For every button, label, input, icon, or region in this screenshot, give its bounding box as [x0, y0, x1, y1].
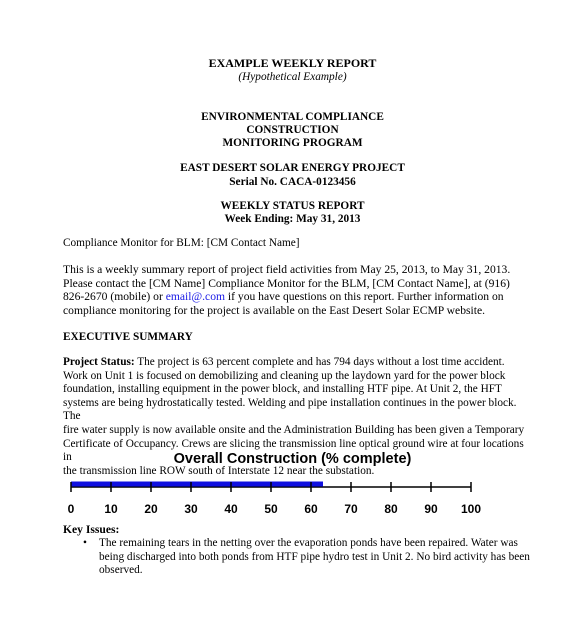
compliance-monitor-line: Compliance Monitor for BLM: [CM Contact Name] — [63, 237, 300, 249]
key-issues-list — [63, 537, 533, 578]
intro-line: compliance monitoring for the project is available on the East Desert Solar ECMP website. — [63, 304, 485, 318]
issue-line: The remaining tears in the netting over the evaporation ponds have been repaired. Water was — [99, 537, 518, 549]
x-tick-label: 30 — [184, 502, 198, 516]
list-item — [63, 537, 533, 578]
construction-progress-chart — [0, 470, 585, 520]
x-tick-label: 0 — [67, 502, 75, 516]
project-status-label: Project Status: — [63, 356, 135, 368]
intro-text: if you have questions on this report. Further information on — [225, 290, 504, 304]
intro-paragraph — [63, 263, 533, 318]
status-line: the transmission line ROW south of Interstate 12 near the substation. — [63, 464, 375, 477]
intro-line — [63, 290, 533, 304]
x-tick-label: 40 — [224, 502, 238, 516]
key-issues-heading: Key Issues: — [63, 523, 120, 536]
x-tick-label: 90 — [424, 502, 438, 516]
x-tick-label: 70 — [344, 502, 358, 516]
issue-text — [99, 537, 530, 578]
status-line: Work on Unit 1 is focused on demobilizing and cleaning up the laydown yard for the power block — [63, 369, 506, 382]
status-report-title: WEEKLY STATUS REPORT — [220, 200, 365, 212]
program-line-3: MONITORING PROGRAM — [222, 137, 363, 149]
program-line-2: CONSTRUCTION — [246, 124, 339, 136]
x-tick-label: 10 — [104, 502, 118, 516]
project-name: EAST DESERT SOLAR ENERGY PROJECT — [180, 162, 405, 174]
executive-summary-heading: EXECUTIVE SUMMARY — [63, 331, 193, 343]
report-subtitle: (Hypothetical Example) — [238, 71, 347, 83]
bullet-icon: • — [83, 537, 87, 549]
report-title: EXAMPLE WEEKLY REPORT — [208, 56, 377, 70]
x-tick-label: 60 — [304, 502, 318, 516]
intro-line: This is a weekly summary report of project field activities from May 25, 2013, to May 31, 2013. — [63, 263, 511, 276]
status-line: systems are being hydrostatically tested. Welding and pipe installation continues in the power block. The — [63, 396, 517, 423]
issue-line: being discharged into both ponds from HTF pipe hydro test in Unit 2. No bird activity has been — [99, 550, 530, 563]
x-tick-label: 50 — [264, 502, 278, 516]
issue-line: observed. — [99, 564, 143, 577]
status-line — [63, 356, 533, 370]
x-tick-label: 100 — [460, 502, 482, 516]
status-text: The project is 63 percent complete and has 794 days without a lost time accident. — [134, 356, 505, 368]
status-line: fire water supply is now available onsite and the Administration Building has been given a Temporary — [63, 423, 525, 436]
x-tick-label: 20 — [144, 502, 158, 516]
chart-title: Overall Construction (% complete) — [173, 451, 412, 467]
program-line-1: ENVIRONMENTAL COMPLIANCE — [201, 111, 384, 123]
week-ending: Week Ending: May 31, 2013 — [224, 213, 361, 225]
email-link[interactable]: email@.com — [165, 290, 226, 304]
progress-bar — [71, 482, 323, 487]
status-line: Certificate of Occupancy. Crews are slicing the transmission line optical ground wire at four locations in — [63, 437, 524, 464]
serial-number: Serial No. CACA-0123456 — [229, 176, 356, 188]
intro-text: 826-2670 (mobile) or — [63, 290, 166, 304]
x-tick-label: 80 — [384, 502, 398, 516]
status-line: foundation, installing equipment in the power block, and installing HTF pipe. At Unit 2, the HFT — [63, 383, 502, 396]
intro-line: Please contact the [CM Name] Compliance Monitor for the BLM, [CM Contact Name], at (916) — [63, 276, 510, 290]
